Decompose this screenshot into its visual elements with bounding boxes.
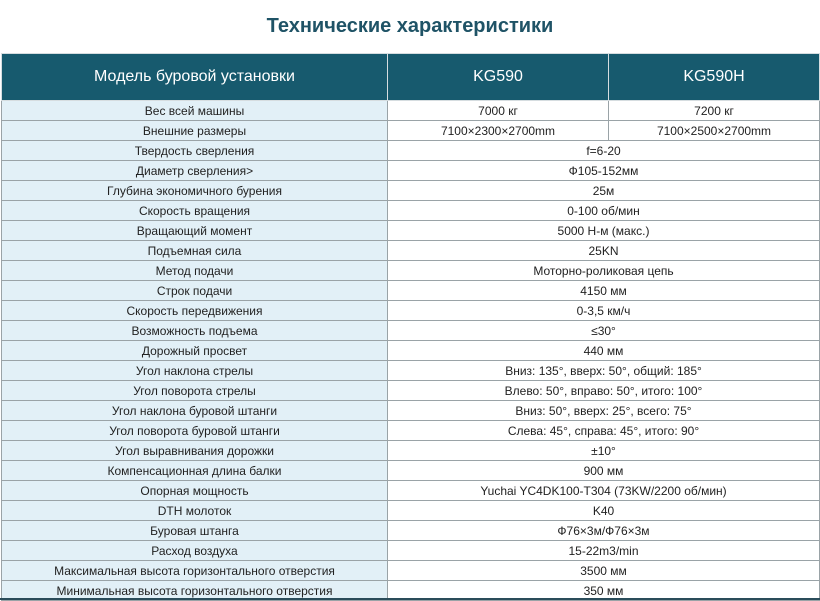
row-value-shared: 15-22m3/min: [388, 541, 820, 561]
row-value-kg590: 7100×2300×2700mm: [388, 121, 609, 141]
table-row: [2, 321, 820, 341]
table-row: [2, 501, 820, 521]
specifications-table: [1, 53, 820, 601]
row-value-shared: 0-3,5 км/ч: [388, 301, 820, 321]
row-label: Скорость передвижения: [2, 301, 388, 321]
table-row: [2, 101, 820, 121]
row-label: Расход воздуха: [2, 541, 388, 561]
table-header-row: [2, 54, 820, 101]
row-label: Опорная мощность: [2, 481, 388, 501]
row-value-shared: 4150 мм: [388, 281, 820, 301]
row-label: Угол поворота буровой штанги: [2, 421, 388, 441]
row-value-kg590h: 7200 кг: [609, 101, 820, 121]
table-row: [2, 261, 820, 281]
row-label: Скорость вращения: [2, 201, 388, 221]
row-value-shared: Вниз: 135°, вверх: 50°, общий: 185°: [388, 361, 820, 381]
header-model-kg590h: KG590H: [609, 54, 820, 101]
row-label: Строк подачи: [2, 281, 388, 301]
row-label: Глубина экономичного бурения: [2, 181, 388, 201]
row-label: Угол поворота стрелы: [2, 381, 388, 401]
table-row: [2, 221, 820, 241]
table-row: [2, 561, 820, 581]
table-row: [2, 141, 820, 161]
table-row: [2, 421, 820, 441]
row-label: Твердость сверления: [2, 141, 388, 161]
row-value-shared: 3500 мм: [388, 561, 820, 581]
row-label: Угол наклона буровой штанги: [2, 401, 388, 421]
row-value-shared: 440 мм: [388, 341, 820, 361]
row-label: Дорожный просвет: [2, 341, 388, 361]
table-row: [2, 341, 820, 361]
row-label: DTH молоток: [2, 501, 388, 521]
row-value-shared: K40: [388, 501, 820, 521]
row-value-shared: 5000 Н-м (макс.): [388, 221, 820, 241]
row-label: Метод подачи: [2, 261, 388, 281]
table-row: [2, 461, 820, 481]
row-value-shared: Ф76×3м/Ф76×3м: [388, 521, 820, 541]
table-row: [2, 121, 820, 141]
table-row: [2, 521, 820, 541]
row-label: Минимальная высота горизонтального отверстия: [2, 581, 388, 601]
table-row: [2, 201, 820, 221]
row-value-shared: Слева: 45°, справа: 45°, итого: 90°: [388, 421, 820, 441]
row-label: Вес всей машины: [2, 101, 388, 121]
row-value-shared: Влево: 50°, вправо: 50°, итого: 100°: [388, 381, 820, 401]
row-value-shared: 350 мм: [388, 581, 820, 601]
table-row: [2, 281, 820, 301]
table-body: [2, 101, 820, 601]
table-row: [2, 161, 820, 181]
row-label: Вращающий момент: [2, 221, 388, 241]
row-value-shared: 25KN: [388, 241, 820, 261]
row-label: Внешние размеры: [2, 121, 388, 141]
row-value-shared: Yuchai YC4DK100-T304 (73KW/2200 об/мин): [388, 481, 820, 501]
table-row: [2, 481, 820, 501]
table-row: [2, 441, 820, 461]
row-value-shared: ≤30°: [388, 321, 820, 341]
row-label: Максимальная высота горизонтального отверстия: [2, 561, 388, 581]
row-value-kg590h: 7100×2500×2700mm: [609, 121, 820, 141]
page-title: Технические характеристики: [266, 15, 554, 37]
table-row: [2, 301, 820, 321]
row-label: Возможность подъема: [2, 321, 388, 341]
row-label: Угол выравнивания дорожки: [2, 441, 388, 461]
table-row: [2, 401, 820, 421]
row-label: Диаметр сверления>: [2, 161, 388, 181]
row-value-kg590: 7000 кг: [388, 101, 609, 121]
row-label: Буровая штанга: [2, 521, 388, 541]
row-value-shared: Моторно-роликовая цепь: [388, 261, 820, 281]
row-value-shared: 900 мм: [388, 461, 820, 481]
table-row: [2, 541, 820, 561]
row-value-shared: 25м: [388, 181, 820, 201]
row-value-shared: ±10°: [388, 441, 820, 461]
row-label: Подъемная сила: [2, 241, 388, 261]
row-label: Угол наклона стрелы: [2, 361, 388, 381]
row-value-shared: Ф105-152мм: [388, 161, 820, 181]
table-row: [2, 361, 820, 381]
row-label: Компенсационная длина балки: [2, 461, 388, 481]
header-model-kg590: KG590: [388, 54, 609, 101]
table-row: [2, 381, 820, 401]
row-value-shared: Вниз: 50°, вверх: 25°, всего: 75°: [388, 401, 820, 421]
table-row: [2, 181, 820, 201]
row-value-shared: 0-100 об/мин: [388, 201, 820, 221]
table-row: [2, 241, 820, 261]
row-value-shared: f=6-20: [388, 141, 820, 161]
header-parameter: Модель буровой установки: [2, 54, 388, 101]
